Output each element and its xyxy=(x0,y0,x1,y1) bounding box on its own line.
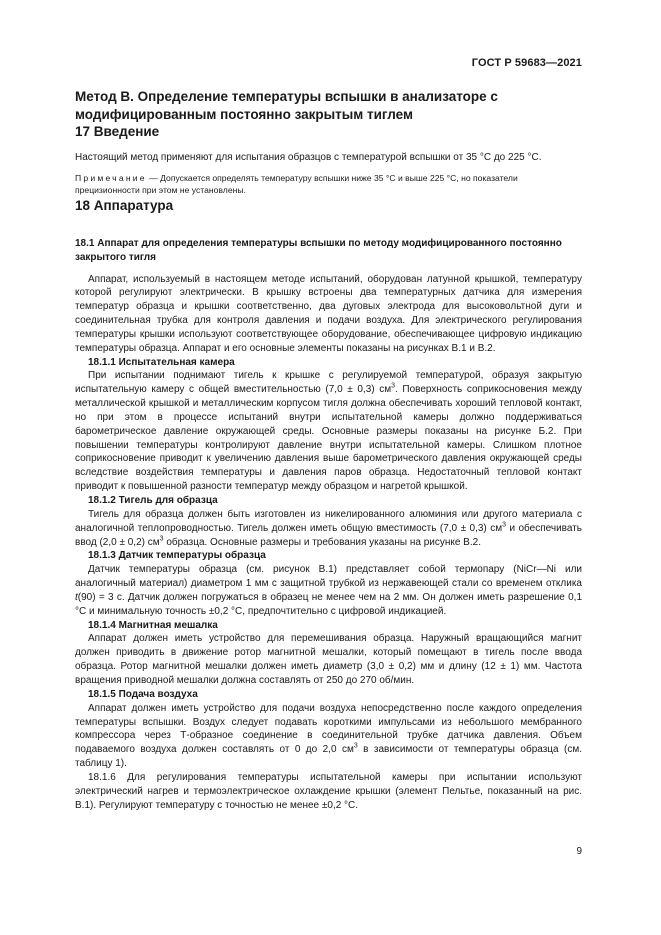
section-18-1-4-text: Аппарат должен иметь устройство для перемешивания образца. Наружный вращающийся магнит должен приводить в движение ротор магнитной мешалки, который помещают в тигель после ввода образца. Ротор магнитной мешалки должен иметь диаметр (3,0 ± 0,2) мм и длину (12 ± 1) мм. Частота вращения приводной мешалки должна составлять от 250 до 270 об/мин. xyxy=(75,633,582,686)
page-content xyxy=(75,88,582,812)
text-fragment: и обеспечивать ввод (2,0 ± 0,2) см xyxy=(75,522,582,548)
section-18-heading: 18 Аппаратура xyxy=(75,197,174,213)
section-18-1-6-text: 18.1.6 Для регулирования температуры испытательной камеры при испытании используют электрический нагрев и термоэлектрическое охлаждение крышки (элемент Пельтье, показанный на рис. В.1). Регулируют температуру с точностью не менее ±0,2 °С. xyxy=(75,771,582,811)
section-18-1-3-text xyxy=(75,563,582,618)
section-18-body xyxy=(75,273,582,813)
text-fragment: образца. Основные размеры и требования указаны на рисунке В.2. xyxy=(163,536,481,548)
section-18-1-1-text xyxy=(75,369,582,494)
text-fragment: Датчик температуры образца (см. рисунок В.1) представляет собой термопару (NiCr—Ni или аналогичный материал) диаметром 1 мм с защитной трубкой из нержавеющей стали со временем отклика xyxy=(75,564,582,590)
section-18-1-2-text xyxy=(75,508,582,550)
section-17-heading: 17 Введение xyxy=(75,124,160,139)
text-fragment: в зависимости от температуры образца (см. таблицу 1). xyxy=(75,744,582,770)
section-18-1-text: Аппарат, используемый в настоящем методе испытаний, оборудован латунной крышкой, температуру которой регулируют электрически. В крышку встроены два температурных датчика для измерения температур образца и крышки соответственно, два дуговых электрода для высоковольтной дуги и соединительная трубка для контроля давления и подачи воздуха. Для электрического регулирования температуры крышки используют соответствующее оборудование, обеспечивающее цифровую индикацию температуры образца. Аппарат и его основные элементы показаны на рисунках В.1 и В.2. xyxy=(75,273,582,354)
text-fragment: При испытании поднимают тигель к крышке с регулируемой температурой, образуя закрытую испытательную камеру с общей вместительностью (7,0 ± 0,3) см xyxy=(75,370,582,396)
section-17-text: Настоящий метод применяют для испытания образцов с температурой вспышки от 35 °С до 225 °С. xyxy=(75,152,542,163)
page-number: 9 xyxy=(576,846,582,857)
section-18-1-5-text xyxy=(75,702,582,771)
section-18-1-heading: 18.1 Аппарат для определения температуры вспышки по методу модифицированного постоянно закрытого тигля xyxy=(75,237,562,263)
superscript: 3 xyxy=(159,535,164,543)
superscript: 3 xyxy=(502,521,506,529)
method-title: Метод В. Определение температуры вспышки в анализаторе с модифицированным постоянно закрытым тиглем xyxy=(75,89,498,122)
text-fragment: . Поверхность соприкосновения между металлической крышкой и металлическим корпусом тигля должна обеспечивать хороший тепловой контакт, но при этом в процессе испытаний внутри испытательной камеры должно поддерживаться барометрическое давление окружающей среды. Основные размеры показаны на рисунке Б.2. При повышении температуры контролируют давление внутри испытательной камеры. Слишком плотное соприкосновение приводит к увеличению давления выше барометрического давления окружающей среды вследствие воздействия температуры и давления паров образца. Недостаточный тепловой контакт приводит к повышенной разности температур между образцом и нагретой крышкой. xyxy=(75,384,583,493)
section-18-1-2-heading: 18.1.2 Тигель для образца xyxy=(88,495,218,506)
section-18-1-4-heading: 18.1.4 Магнитная мешалка xyxy=(88,619,218,631)
text-fragment: Тигель для образца должен быть изготовлен из никелированного алюминия или другого материала с аналогичной теплопроводностью. Тигель должен иметь общую вместимость (7,0 ± 0,3) см xyxy=(75,508,582,534)
text-fragment: (90) = 3 с. Датчик должен погружаться в образец не менее чем на 2 мм. Он должен иметь разрешение 0,1 °С и минимальную точность ±0,2 °С, предпочтительно с цифровой индикацией. xyxy=(75,591,582,617)
superscript: 3 xyxy=(353,742,358,750)
section-17-note xyxy=(75,172,582,197)
italic-symbol: t xyxy=(75,591,78,603)
text-fragment: Аппарат должен иметь устройство для подачи воздуха непосредственно после каждого определения температуры вспышки. Воздух следует подавать короткими импульсами из небольшого мембранного компрессора через Т-образное соединение в соединительной трубке датчика давления. Объем подаваемого воздуха должен составлять от 0 до 2,0 см xyxy=(75,702,582,756)
section-18-1-5-heading: 18.1.5 Подача воздуха xyxy=(88,688,198,700)
section-18-1-3-heading: 18.1.3 Датчик температуры образца xyxy=(88,550,266,562)
superscript: 3 xyxy=(391,382,396,390)
standard-header: ГОСТ Р 59683—2021 xyxy=(471,57,582,69)
note-label: Примечание xyxy=(75,172,147,183)
section-18-1-1-heading: 18.1.1 Испытательная камера xyxy=(88,356,235,368)
note-text: — Допускается определять температуру вспышки ниже 35 °С и выше 225 °С, но показатели прецизионности при этом не установлены. xyxy=(75,172,518,195)
